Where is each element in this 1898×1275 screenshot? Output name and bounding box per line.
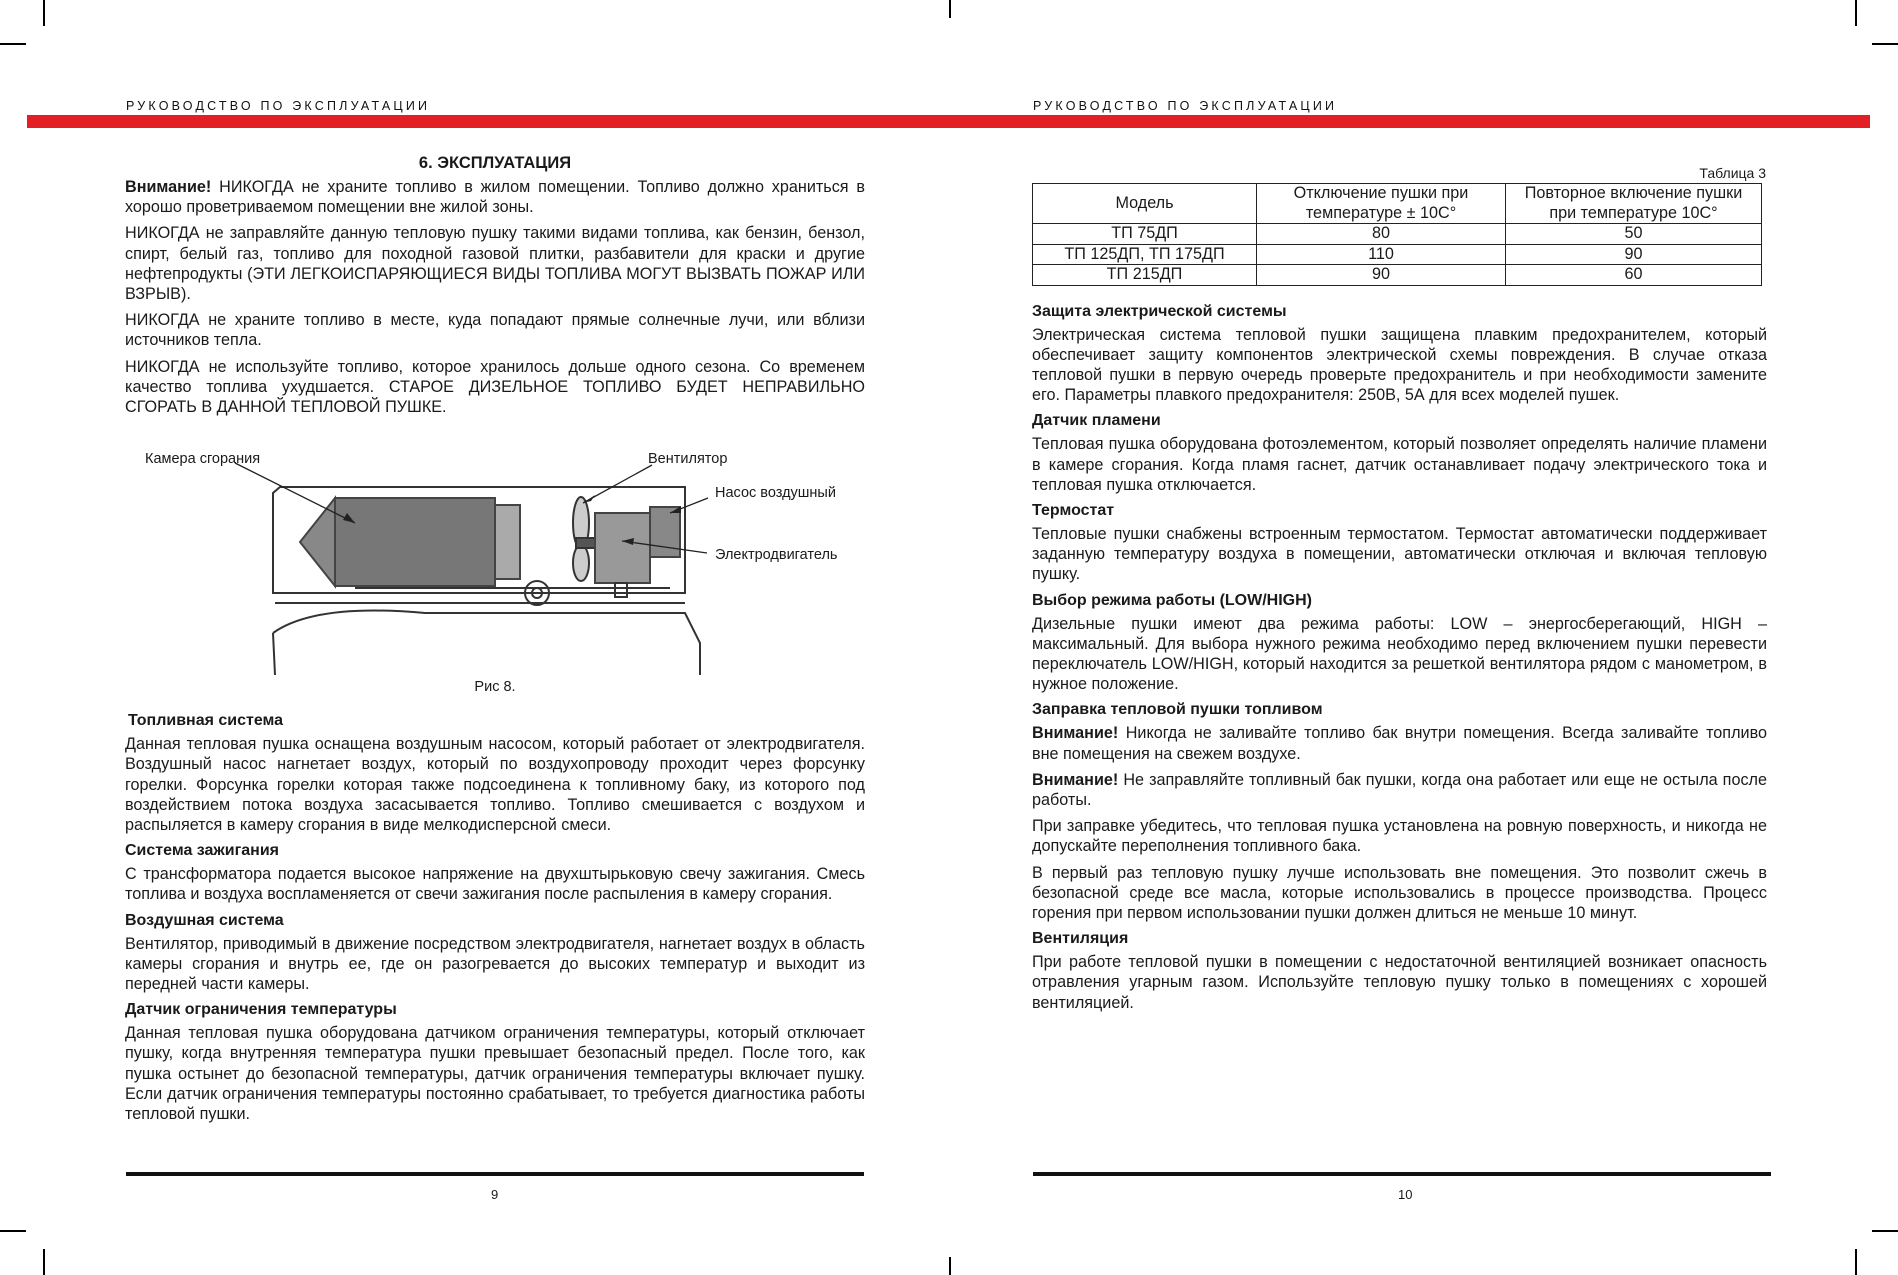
crop-mark <box>949 1257 951 1275</box>
paragraph: Данная тепловая пушка оборудована датчиком ограничения температуры, который отключает пушку, когда внутренняя температура пушки превышает безопасный предел. После того, как пушка остынет до безопасной температуры, датчик ограничения температуры включает пушку. Если датчик ограничения температуры постоянно срабатывает, то требуется диагностика работы тепловой пушки. <box>125 1024 865 1124</box>
right-page <box>1032 165 1767 1019</box>
heading-temperature-limit: Датчик ограничения температуры <box>125 1001 397 1019</box>
label-air-pump: Насос воздушный <box>715 485 836 502</box>
header-red-bar <box>27 115 1870 128</box>
table-cell: ТП 75ДП <box>1033 224 1257 245</box>
table-caption: Таблица 3 <box>1699 165 1766 181</box>
heading-air-system: Воздушная система <box>125 911 284 929</box>
paragraph: Данная тепловая пушка оснащена воздушным насосом, который работает от электродвигателя. Воздушный насос нагнетает воздух, который по воздухопроводу проходит через форсунку горелки. Форсунка горелки которая также подсоединена к топливному баку, из которого под воздействием потока воздуха засасывается топливо. Топливо смешивается с воздухом и распыляется в камеру сгорания в виде мелкодисперсной смеси. <box>125 735 865 835</box>
heading-thermostat: Термостат <box>1032 501 1115 519</box>
warning-paragraph <box>125 177 865 217</box>
heading-refueling: Заправка тепловой пушки топливом <box>1032 701 1323 719</box>
crop-mark <box>43 1249 45 1275</box>
label-combustion-chamber: Камера сгорания <box>145 451 261 468</box>
paragraph: Тепловые пушки снабжены встроенным термостатом. Термостат автоматически поддерживает заданную температуру воздуха в помещении, автоматически отключая и включая тепловую пушку. <box>1032 524 1767 584</box>
crop-mark <box>1855 0 1857 26</box>
paragraph: При работе тепловой пушки в помещении с недостаточной вентиляцией возникает опасность отравления угарным газом. Используйте тепловую пушку только в помещениях с хорошей вентиляцией. <box>1032 953 1767 1012</box>
left-page <box>125 150 865 1130</box>
label-fan: Вентилятор <box>648 451 728 468</box>
crop-mark <box>43 0 45 26</box>
table-row <box>1033 244 1762 265</box>
warning-paragraph <box>1032 723 1767 763</box>
table-cell: 50 <box>1506 224 1762 245</box>
crop-mark <box>0 1230 26 1232</box>
crop-mark <box>1872 43 1898 45</box>
table-cell: ТП 125ДП, ТП 175ДП <box>1033 244 1257 265</box>
table-header-row <box>1033 184 1762 224</box>
heading-flame-sensor: Датчик пламени <box>1032 412 1161 430</box>
heading-electric-protection: Защита электрической системы <box>1032 302 1287 320</box>
paragraph: Электрическая система тепловой пушки защищена плавким предохранителем, который обеспечивает защиту компонентов электрической схемы повреждения. В случае отказа тепловой пушки в первую очередь проверьте предохранитель и при необходимости замените его. Параметры плавкого предохранителя: 250В, 5А для всех моделей пушек. <box>1032 325 1767 405</box>
heading-fuel-system: Топливная система <box>128 712 284 730</box>
table-cell: 80 <box>1257 224 1506 245</box>
crop-mark <box>1855 1249 1857 1275</box>
left-page-number: 9 <box>491 1187 499 1202</box>
table-header-cell: Модель <box>1033 184 1257 224</box>
crop-mark <box>1872 1230 1898 1232</box>
left-bottom-rule <box>126 1172 864 1176</box>
paragraph: Тепловая пушка оборудована фотоэлементом, который позволяет определять наличие пламени в камере сгорания. Когда пламя гаснет, датчик останавливает подачу электрического тока и тепловая пушка отключается. <box>1032 435 1767 494</box>
paragraph: НИКОГДА не используйте топливо, которое хранилось дольше одного сезона. Со временем качество топлива ухудшается. СТАРОЕ ДИЗЕЛЬНОЕ ТОПЛИВО БУДЕТ НЕПРАВИЛЬНО СГОРАТЬ В ДАННОЙ ТЕПЛОВОЙ ПУШКЕ. <box>125 357 865 417</box>
shutdown-temperature-table <box>1032 183 1762 286</box>
crop-mark <box>0 43 26 45</box>
paragraph: НИКОГДА не заправляйте данную тепловую пушку такими видами топлива, как бензин, бензол, спирт, белый газ, топливо для походной газовой плитки, разбавители для краски и другие нефтепродукты (ЭТИ ЛЕГКОИСПАРЯЮЩИЕСЯ ВИДЫ ТОПЛИВА МОГУТ ВЫЗВАТЬ ПОЖАР ИЛИ ВЗРЫВ). <box>125 224 865 304</box>
heading-ignition-system: Система зажигания <box>125 842 279 860</box>
paragraph: НИКОГДА не храните топливо в месте, куда попадают прямые солнечные лучи, или вблизи источников тепла. <box>125 311 865 350</box>
paragraph: В первый раз тепловую пушку лучше использовать вне помещения. Это позволит сжечь в безопасной среде все масла, которые использовались в процессе производства. Процесс горения при первом использовании пушки должен длиться не меньше 10 минут. <box>1032 863 1767 922</box>
heading-ventilation: Вентиляция <box>1032 930 1129 948</box>
table-row <box>1033 265 1762 286</box>
warning-prefix: Внимание! <box>1032 770 1119 789</box>
table-cell: 90 <box>1257 265 1506 286</box>
warning-paragraph <box>1032 770 1767 810</box>
figure-caption: Рис 8. <box>474 679 516 696</box>
table-header-cell: Отключение пушки при температуре ± 10С° <box>1257 184 1506 224</box>
warning-prefix: Внимание! <box>1032 724 1119 743</box>
warning-text: Не заправляйте топливный бак пушки, когда она работает или еще не остыла после работы. <box>1032 770 1767 809</box>
table-cell: 90 <box>1506 244 1762 265</box>
table-row <box>1033 224 1762 245</box>
table-cell: 110 <box>1257 244 1506 265</box>
paragraph: Вентилятор, приводимый в движение посредством электродвигателя, нагнетает воздух в область камеры сгорания и внутрь ее, где он разогревается до высоких температур и выходит из передней части камеры. <box>125 934 865 994</box>
heater-diagram <box>125 443 865 675</box>
heading-mode-selection: Выбор режима работы (LOW/HIGH) <box>1032 591 1312 609</box>
left-running-title: РУКОВОДСТВО ПО ЭКСПЛУАТАЦИИ <box>126 99 431 113</box>
warning-text: НИКОГДА не храните топливо в жилом помещении. Топливо должно храниться в хорошо проветриваемом помещении вне жилой зоны. <box>125 178 865 217</box>
warning-prefix: Внимание! <box>125 178 212 196</box>
paragraph: Дизельные пушки имеют два режима работы: LOW – энергосберегающий, HIGH – максимальный. Для выбора нужного режима необходимо перед включением пушки перевести переключатель LOW/HIGH, который находится за решеткой вентилятора рядом с манометром, в нужное положение. <box>1032 614 1767 694</box>
paragraph: При заправке убедитесь, что тепловая пушка установлена на ровную поверхность, и никогда не допускайте переполнения топливного бака. <box>1032 817 1767 856</box>
table-cell: ТП 215ДП <box>1033 265 1257 286</box>
section-title: 6. ЭКСПЛУАТАЦИЯ <box>418 154 572 172</box>
right-page-number: 10 <box>1398 1187 1413 1202</box>
table-header-cell: Повторное включение пушки при температуре 10С° <box>1506 184 1762 224</box>
table-cell: 60 <box>1506 265 1762 286</box>
warning-text: Никогда не заливайте топливо бак внутри помещения. Всегда заливайте топливо вне помещения на свежем воздухе. <box>1032 724 1767 763</box>
label-electric-motor: Электродвигатель <box>715 547 838 564</box>
paragraph: С трансформатора подается высокое напряжение на двухштырьковую свечу зажигания. Смесь топлива и воздуха воспламеняется от свечи зажигания после распыления в камеру сгорания. <box>125 865 865 904</box>
right-running-title: РУКОВОДСТВО ПО ЭКСПЛУАТАЦИИ <box>1033 99 1338 113</box>
right-bottom-rule <box>1033 1172 1771 1176</box>
crop-mark <box>949 0 951 18</box>
